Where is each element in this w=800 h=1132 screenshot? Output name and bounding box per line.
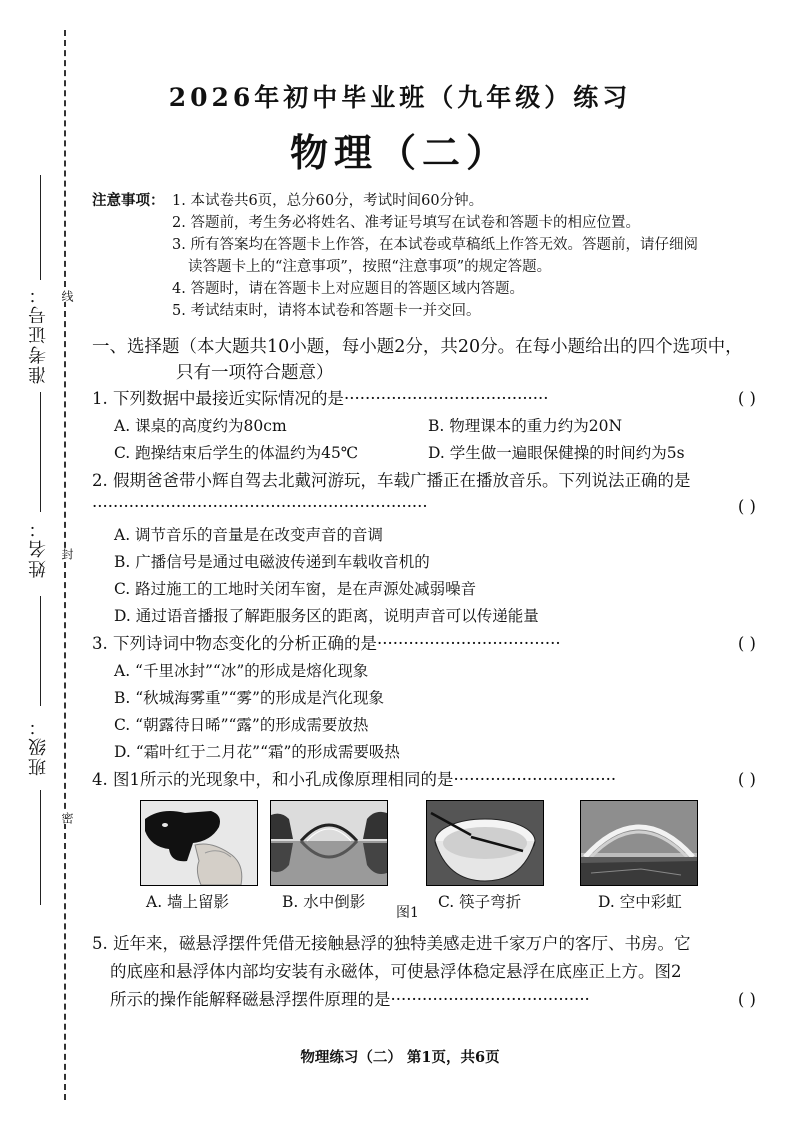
q3-option-c: C. “朝露待日晞”“露”的形成需要放热 [114, 716, 369, 734]
margin-mark-seal: 封 [60, 548, 74, 560]
question-4 [92, 767, 772, 792]
q1-option-c: C. 跑操结束后学生的体温约为45℃ [114, 444, 359, 462]
exam-id-label: 准考证号： [28, 284, 49, 384]
question-5-last-line [92, 986, 772, 1014]
question-1-stem: 1. 下列数据中最接近实际情况的是······································· [92, 389, 549, 408]
name-label: 姓名： [28, 518, 49, 578]
name-blank-line [40, 596, 41, 706]
answer-paren: ( ) [737, 770, 756, 789]
instruction-item: 2. 答题前，考生务必将姓名、准考证号填写在试卷和答题卡的相应位置。 [172, 215, 640, 231]
answer-paren: ( ) [737, 990, 756, 1009]
question-3-stem: 3. 下列诗词中物态变化的分析正确的是··································· [92, 634, 561, 653]
q3-option-a: A. “千里冰封”“冰”的形成是熔化现象 [114, 662, 369, 680]
id-blank-line [40, 175, 41, 280]
question-5-line: 5. 近年来，磁悬浮摆件凭借无接触悬浮的独特美感走进千家万户的客厅、书房。它 [92, 934, 691, 953]
class-label: 班级： [28, 716, 49, 776]
q2-option-d: D. 通过语音播报了解距服务区的距离，说明声音可以传递能量 [114, 607, 539, 625]
q4-option-a: A. 墙上留影 [146, 893, 230, 911]
answer-paren: ( ) [737, 389, 756, 408]
question-2-dots-row [92, 494, 772, 519]
name-blank-line-top [40, 392, 41, 512]
figure-shadow-image [140, 800, 258, 886]
subject-title: 物理（二） [289, 130, 510, 175]
instruction-item: 5. 考试结束时，请将本试卷和答题卡一并交回。 [172, 303, 481, 319]
leader-dots: ································································ [92, 497, 428, 516]
q3-option-d: D. “霜叶红于二月花”“霜”的形成需要吸热 [114, 743, 400, 761]
figure-chopstick-image [426, 800, 544, 886]
page-footer: 物理练习（二） 第1页，共6页 [300, 1049, 500, 1066]
q4-option-d: D. 空中彩虹 [598, 893, 682, 911]
instruction-item: 3. 所有答案均在答题卡上作答，在本试卷或草稿纸上作答无效。答题前，请仔细阅 [172, 237, 698, 253]
class-blank-line [40, 790, 41, 905]
answer-paren: ( ) [737, 634, 756, 653]
q1-option-a: A. 课桌的高度约为80cm [114, 417, 287, 435]
exam-title: 2026年初中毕业班（九年级）练习 [168, 83, 632, 112]
question-5 [92, 930, 772, 1014]
instructions-label: 注意事项： [92, 192, 165, 209]
q3-option-b: B. “秋城海雾重”“雾”的形成是汽化现象 [114, 689, 384, 707]
q4-option-c: C. 筷子弯折 [438, 893, 522, 911]
q2-option-a: A. 调节音乐的音量是在改变声音的音调 [114, 526, 384, 544]
question-2-stem: 2. 假期爸爸带小辉自驾去北戴河游玩，车载广播正在播放音乐。下列说法正确的是 [92, 471, 691, 490]
instruction-item-cont: 读答题卡上的“注意事项”，按照“注意事项”的规定答题。 [188, 259, 552, 275]
margin-mark-secret: 密 [60, 812, 74, 824]
figure-label: 图1 [396, 905, 419, 921]
q2-option-b: B. 广播信号是通过电磁波传递到车载收音机的 [114, 553, 430, 571]
instruction-item: 4. 答题时，请在答题卡上对应题目的答题区域内答题。 [172, 281, 524, 297]
section-header [92, 334, 772, 386]
section-title-cont: 只有一项符合题意） [176, 363, 334, 383]
question-5-line: 所示的操作能解释磁悬浮摆件原理的是······································ [110, 990, 590, 1009]
question-5-line: 的底座和悬浮体内部均安装有永磁体，可使悬浮体稳定悬浮在底座正上方。图2 [110, 962, 682, 981]
question-1 [92, 386, 772, 411]
q4-option-b: B. 水中倒影 [282, 893, 366, 911]
margin-mark-line: 线 [60, 290, 74, 302]
question-3 [92, 631, 772, 656]
figure-rainbow-image [580, 800, 698, 886]
instructions [92, 190, 772, 322]
q2-option-c: C. 路过施工的工地时关闭车窗，是在声源处减弱噪音 [114, 580, 477, 598]
question-4-stem: 4. 图1所示的光现象中，和小孔成像原理相同的是······························· [92, 770, 617, 789]
q1-option-b: B. 物理课本的重力约为20N [428, 417, 623, 435]
figure-reflection-image [270, 800, 388, 886]
answer-paren: ( ) [737, 497, 756, 516]
q1-option-d: D. 学生做一遍眼保健操的时间约为5s [428, 444, 685, 462]
binding-dashed-line [64, 30, 66, 1100]
instruction-item: 1. 本试卷共6页，总分60分，考试时间60分钟。 [172, 193, 484, 209]
section-title: 一、选择题（本大题共10小题，每小题2分，共20分。在每小题给出的四个选项中， [92, 337, 743, 357]
